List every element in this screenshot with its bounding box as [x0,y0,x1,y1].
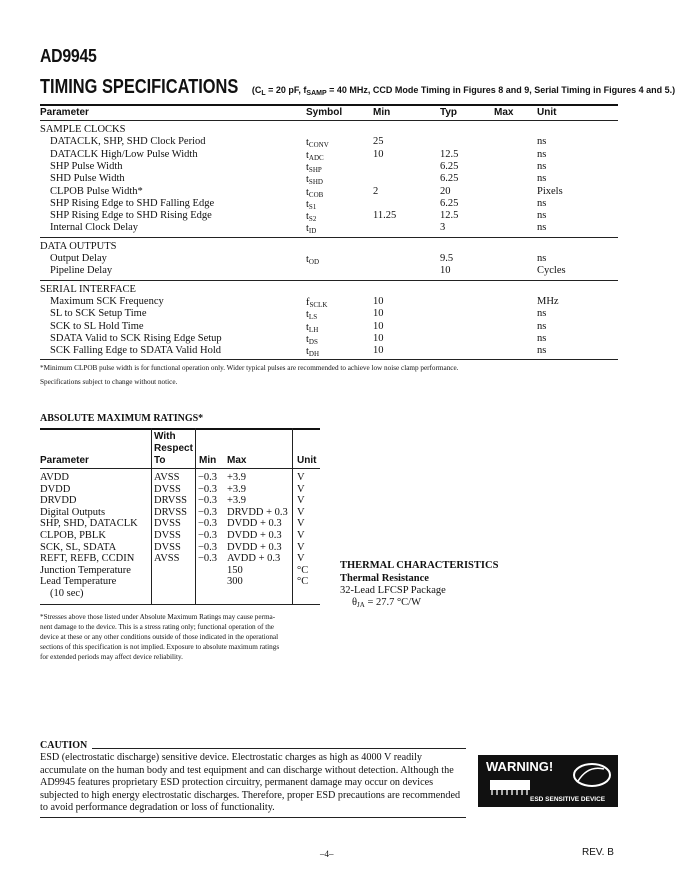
symbol-letter: t [306,346,309,358]
th-parameter: Parameter [40,107,89,118]
th-abs-parameter: Parameter [40,455,89,466]
param-name: Internal Clock Delay [50,222,139,234]
symbol-sub: ID [308,227,317,236]
abs-unit: V [297,495,305,507]
value-unit: ns [537,160,547,172]
theta-value: = 27.7 °C/W [364,597,422,608]
symbol-sub: SCLK [309,300,328,309]
abs-to: DRVSS [154,506,188,518]
symbol-letter: t [306,186,309,198]
symbol-letter: t [306,333,309,345]
abs-param: CLPOB, PBLK [40,530,106,541]
value-typ: 12.5 [440,210,459,222]
cond-rest: = 40 MHz, CCD Mode Timing in Figures 8 and 9, Serial Timing in Figures 4 and 5.) [326,85,676,95]
symbol-sub: COB [308,190,324,199]
cond-sub-l: L [261,90,266,97]
param-name: DATACLK, SHP, SHD Clock Period [50,136,206,148]
caution-line: AD9945 features proprietary ESD protection circuitry, permanent damage may occur on devices [40,777,434,788]
param-symbol [306,346,319,360]
symbol-sub: CONV [308,141,329,150]
abs-max: DRVDD + 0.3 [227,506,288,518]
abs-note-line: for extended periods may affect device reliability. [40,653,183,661]
symbol-letter: t [306,211,309,223]
abs-unit: V [297,518,305,530]
value-min: 10 [373,320,384,332]
value-typ: 9.5 [440,253,454,264]
abs-min: −0.3 [198,530,218,541]
value-unit: ns [537,320,547,332]
value-unit: ns [537,332,547,344]
abs-max-title: ABSOLUTE MAXIMUM RATINGS* [40,413,204,424]
section-title [40,76,675,99]
symbol-sub: LS [308,313,318,322]
param-symbol [306,223,316,237]
abs-param: AVDD [40,472,69,483]
esd-warning-badge [478,755,618,807]
abs-max: 150 [227,564,243,576]
abs-to: DVSS [154,530,181,541]
symbol-sub: DH [308,350,320,359]
param-name: Pipeline Delay [50,265,113,277]
cond-prefix: (C [251,85,262,95]
symbol-sub: S1 [308,202,317,211]
value-min: 10 [373,332,384,344]
symbol-letter: t [306,174,309,186]
abs-unit: °C [297,576,309,588]
abs-unit: V [297,483,305,495]
group-title: SAMPLE CLOCKS [40,124,126,135]
abs-min: −0.3 [198,506,218,518]
abs-max: DVDD + 0.3 [227,541,282,553]
warning-label: WARNING! [486,759,554,774]
symbol-letter: t [306,223,309,235]
param-name: SHD Pulse Width [50,173,125,185]
param-name: Output Delay [50,253,107,264]
symbol-letter: f [306,296,310,308]
symbol-letter: t [306,161,309,173]
symbol-sub: LH [308,325,319,334]
abs-unit: V [297,506,305,518]
value-unit: ns [537,136,547,148]
th-with: With [154,431,176,442]
abs-to: DRVSS [154,495,188,507]
param-name: SCK to SL Hold Time [50,320,144,332]
th-to: To [154,455,166,466]
value-typ: 10 [440,265,451,277]
abs-to: DVSS [154,518,181,530]
abs-param: Lead Temperature [40,576,117,588]
abs-min: −0.3 [198,518,218,530]
value-min: 25 [373,136,384,148]
symbol-letter: t [306,309,309,321]
symbol-letter: t [306,321,309,333]
value-min: 10 [373,308,384,320]
value-min: 10 [373,345,384,357]
value-unit: ns [537,345,547,357]
esd-label: ESD SENSITIVE DEVICE [530,796,606,803]
value-unit: ns [537,222,547,234]
symbol-letter: t [306,198,309,210]
value-typ: 20 [440,185,451,197]
value-unit: ns [537,148,547,160]
group-title: DATA OUTPUTS [40,240,117,252]
param-name: SHP Rising Edge to SHD Falling Edge [50,197,215,209]
value-min: 11.25 [373,210,397,222]
th-abs-min: Min [199,455,217,466]
theta-symbol: θ [352,597,358,608]
symbol-sub: S2 [308,215,317,224]
caution-line: accumulate on the human body and test equipment and can discharge without detection. Although the [40,764,454,776]
group-title: SERIAL INTERFACE [40,283,136,295]
abs-max: 300 [227,576,243,588]
value-unit: ns [537,210,547,222]
value-unit: ns [537,173,547,185]
symbol-sub: SHP [308,165,322,174]
abs-param: REFT, REFB, CCDIN [40,553,135,565]
th-min: Min [373,107,391,118]
abs-to: AVSS [154,553,180,565]
abs-max: AVDD + 0.3 [227,553,281,565]
abs-param: Junction Temperature [40,564,131,576]
abs-param: DRVDD [40,495,77,507]
abs-unit: V [297,553,305,565]
param-name: Maximum SCK Frequency [50,295,164,307]
abs-note-line: *Stresses above those listed under Absolute Maximum Ratings may cause perma- [40,613,276,621]
part-number: AD9945 [40,46,97,66]
group-divider [40,359,618,360]
param-name: SDATA Valid to SCK Rising Edge Setup [50,332,222,344]
value-unit: ns [537,253,547,264]
abs-param: SHP, SHD, DATACLK [40,518,138,530]
value-unit: Cycles [537,265,566,277]
group-divider [40,280,618,281]
th-typ: Typ [440,107,458,118]
abs-note-line: nent damage to the device. This is a stress rating only; functional operation of the [40,623,274,631]
value-unit: ns [537,197,547,209]
th-symbol: Symbol [306,107,343,118]
abs-min: −0.3 [198,495,218,507]
abs-note-line: device at these or any other conditions outside of those indicated in the operational [40,633,279,641]
param-name: SCK Falling Edge to SDATA Valid Hold [50,345,222,357]
caution-line: to avoid performance degradation or loss of functionality. [40,802,275,813]
thermal-title: THERMAL CHARACTERISTICS [340,560,499,571]
page-number: –4– [320,849,334,859]
thermal-subtitle: Thermal Resistance [340,573,429,584]
symbol-sub: ADC [308,153,324,162]
value-min: 10 [373,148,384,160]
abs-max: +3.9 [227,495,247,507]
thermal-theta [352,597,421,611]
title-text: TIMING SPECIFICATIONS [40,76,239,98]
caution-line: subjected to high energy electrostatic discharges. Therefore, proper ESD precautions are recommended [40,789,461,801]
th-unit: Unit [537,107,557,118]
abs-note-line: sections of this specification is not implied. Exposure to absolute maximum ratings [40,643,280,651]
value-unit: MHz [537,295,559,307]
abs-min: −0.3 [198,483,218,495]
value-typ: 6.25 [440,197,459,209]
param-name: DATACLK High/Low Pulse Width [50,148,198,160]
title-conditions [252,85,675,95]
abs-max: +3.9 [227,483,247,495]
abs-min: −0.3 [198,472,218,483]
thermal-package: 32-Lead LFCSP Package [340,585,446,596]
abs-param: SCK, SL, SDATA [40,541,117,553]
abs-to: DVSS [154,483,181,495]
abs-param: (10 sec) [50,588,84,599]
value-min: 2 [373,185,379,197]
th-abs-max: Max [227,455,247,466]
abs-unit: V [297,472,305,483]
abs-unit: °C [297,564,309,576]
caution-title: CAUTION [40,740,88,751]
cond-mid: = 20 pF, f [265,85,307,95]
symbol-sub: DS [308,337,318,346]
abs-param: DVDD [40,483,71,495]
caution-line: ESD (electrostatic discharge) sensitive device. Electrostatic charges as high as 4000 V readily [40,752,423,763]
timing-footnote: *Minimum CLPOB pulse width is for functional operation only. Wider typical pulses are recommended to achieve low noise clamp performance. [40,364,459,372]
value-typ: 3 [440,222,446,234]
abs-param: Digital Outputs [40,506,106,518]
abs-to: AVSS [154,472,180,483]
param-name: SL to SCK Setup Time [50,308,147,320]
abs-unit: V [297,541,305,553]
value-min: 10 [373,295,384,307]
abs-min: −0.3 [198,541,218,553]
th-max: Max [494,107,514,118]
th-respect: Respect [154,443,193,454]
abs-unit: V [297,530,305,541]
revision: REV. B [582,847,614,858]
th-abs-unit: Unit [297,455,317,466]
group-divider [40,237,618,238]
abs-max: DVDD + 0.3 [227,518,282,530]
timing-spec-note: Specifications subject to change without notice. [40,378,178,386]
param-symbol [306,254,319,268]
symbol-letter: t [306,137,309,149]
symbol-sub: OD [308,258,320,266]
abs-to: DVSS [154,541,181,553]
value-typ: 12.5 [440,148,459,160]
value-typ: 6.25 [440,173,459,185]
param-name: SHP Rising Edge to SHD Rising Edge [50,210,212,222]
abs-max: +3.9 [227,472,247,483]
value-typ: 6.25 [440,160,459,172]
theta-sub: JA [357,601,365,609]
param-name: SHP Pulse Width [50,160,123,172]
abs-min: −0.3 [198,553,218,565]
symbol-letter: t [306,254,309,265]
abs-max: DVDD + 0.3 [227,530,282,541]
symbol-letter: t [306,149,309,161]
value-unit: Pixels [537,185,563,197]
symbol-sub: SHD [308,178,323,187]
value-unit: ns [537,308,547,320]
param-name: CLPOB Pulse Width* [50,185,143,197]
cond-sub-samp: SAMP [306,90,327,97]
